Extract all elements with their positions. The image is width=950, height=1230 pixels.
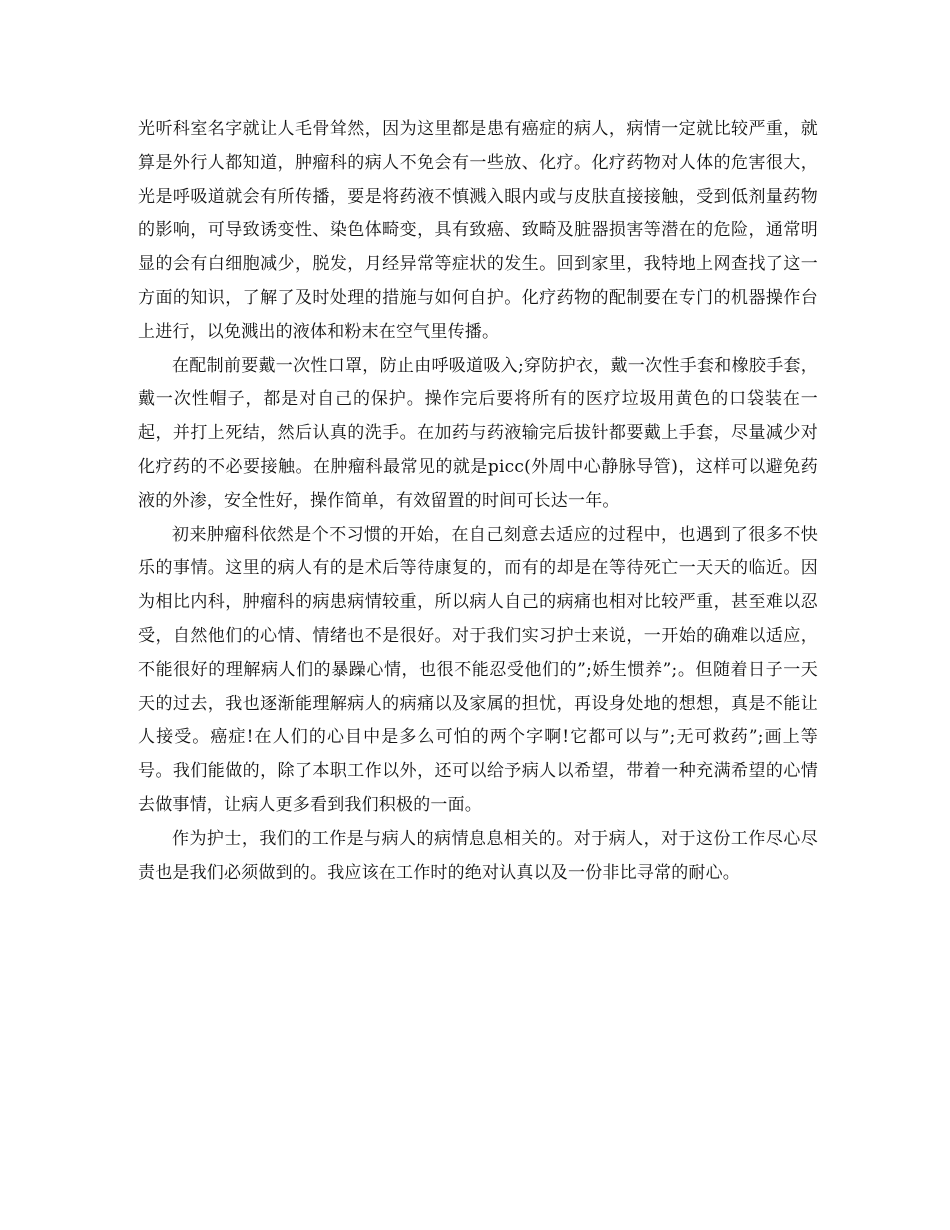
- paragraph-4: 作为护士，我们的工作是与病人的病情息息相关的。对于病人，对于这份工作尽心尽责也是我们必须做到的。我应该在工作时的绝对认真以及一份非比寻常的耐心。: [138, 828, 818, 883]
- paragraph-1: 光听科室名字就让人毛骨耸然，因为这里都是患有癌症的病人，病情一定就比较严重，就算是外行人都知道，肿瘤科的病人不免会有一些放、化疗。化疗药物对人体的危害很大，光是呼吸道就会有所传播，要是将药液不慎溅入眼内或与皮肤直接接触，受到低剂量药物的影响，可导致诱变性、染色体畸变，具有致癌、致畸及脏器损害等潜在的危险，通常明显的会有白细胞减少，脱发，月经异常等症状的发生。回到家里，我特地上网查找了这一方面的知识，了解了及时处理的措施与如何自护。化疗药物的配制要在专门的机器操作台上进行，以免溅出的液体和粉末在空气里传播。: [138, 119, 818, 342]
- document-body: [138, 113, 818, 890]
- paragraph-2: 在配制前要戴一次性口罩，防止由呼吸道吸入;穿防护衣，戴一次性手套和橡胶手套，戴一次性帽子，都是对自己的保护。操作完后要将所有的医疗垃圾用黄色的口袋装在一起，并打上死结，然后认真的洗手。在加药与药液输完后拔针都要戴上手套，尽量减少对化疗药的不必要接触。在肿瘤科最常见的就是picc(外周中心静脉导管)，这样可以避免药液的外渗，安全性好，操作简单，有效留置的时间可长达一年。: [138, 355, 818, 511]
- paragraph-3: 初来肿瘤科依然是个不习惯的开始，在自己刻意去适应的过程中，也遇到了很多不快乐的事情。这里的病人有的是术后等待康复的，而有的却是在等待死亡一天天的临近。因为相比内科，肿瘤科的病患病情较重，所以病人自己的病痛也相对比较严重，甚至难以忍受，自然他们的心情、情绪也不是很好。对于我们实习护士来说，一开始的确难以适应，不能很好的理解病人们的暴躁心情，也很不能忍受他们的”;娇生惯养”;。但随着日子一天天的过去，我也逐渐能理解病人的病痛以及家属的担忧，再设身处地的想想，真是不能让人接受。癌症!在人们的心目中是多么可怕的两个字啊!它都可以与”;无可救药”;画上等号。我们能做的，除了本职工作以外，还可以给予病人以希望，带着一种充满希望的心情去做事情，让病人更多看到我们积极的一面。: [138, 524, 818, 815]
